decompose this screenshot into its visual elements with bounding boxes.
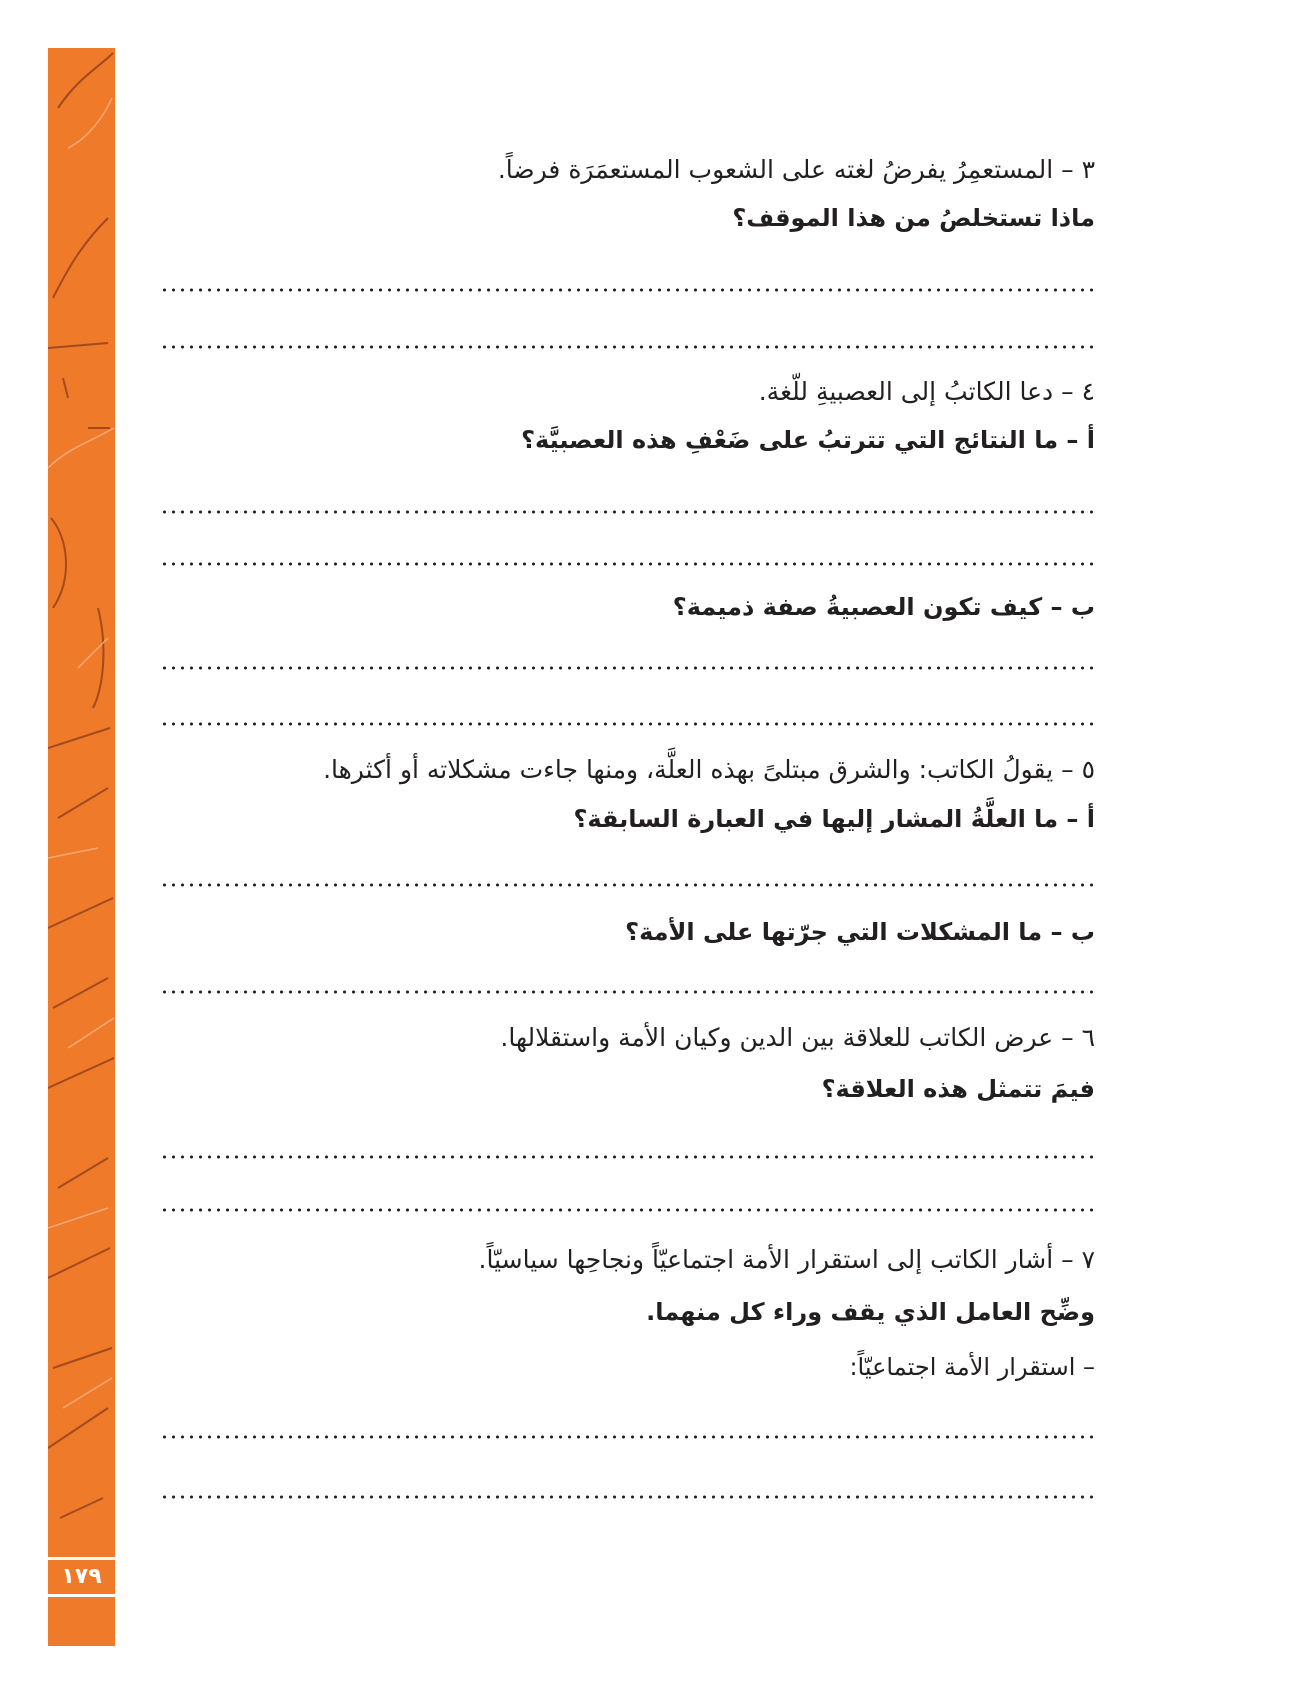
page-number-box bbox=[48, 1557, 115, 1597]
question-7-prompt: وضِّح العامل الذي يقف وراء كل منهما. bbox=[646, 1298, 1095, 1326]
answer-line[interactable] bbox=[160, 990, 1095, 994]
answer-line[interactable] bbox=[160, 666, 1095, 670]
decorative-side-strip bbox=[48, 48, 115, 1646]
question-6-statement: ٦ – عرض الكاتب للعلاقة بين الدين وكيان الأمة واستقلالها. bbox=[500, 1023, 1095, 1052]
answer-line[interactable] bbox=[160, 883, 1095, 887]
question-3-prompt: ماذا تستخلصُ من هذا الموقف؟ bbox=[732, 204, 1095, 232]
answer-line[interactable] bbox=[160, 562, 1095, 566]
answer-line[interactable] bbox=[160, 1495, 1095, 1499]
page-number: ١٧٩ bbox=[61, 1564, 102, 1589]
answer-line[interactable] bbox=[160, 510, 1095, 514]
question-6-prompt: فيمَ تتمثل هذه العلاقة؟ bbox=[821, 1075, 1095, 1103]
question-4a-prompt: أ – ما النتائج التي تترتبُ على ضَعْفِ هذه العصبيَّة؟ bbox=[521, 426, 1095, 454]
answer-line[interactable] bbox=[160, 722, 1095, 726]
question-3-statement: ٣ – المستعمِرُ يفرضُ لغته على الشعوب المستعمَرَة فرضاً. bbox=[497, 155, 1095, 184]
question-4b-prompt: ب – كيف تكون العصبيةُ صفة ذميمة؟ bbox=[672, 593, 1095, 621]
answer-line[interactable] bbox=[160, 1155, 1095, 1159]
answer-line[interactable] bbox=[160, 288, 1095, 292]
answer-line[interactable] bbox=[160, 345, 1095, 349]
question-5b-prompt: ب – ما المشكلات التي جرّتها على الأمة؟ bbox=[625, 918, 1095, 946]
question-4-statement: ٤ – دعا الكاتبُ إلى العصبيةِ للّغة. bbox=[758, 377, 1095, 406]
question-5a-prompt: أ – ما العلَّةُ المشار إليها في العبارة السابقة؟ bbox=[573, 805, 1095, 833]
question-7-statement: ٧ – أشار الكاتب إلى استقرار الأمة اجتماعيّاً ونجاحِها سياسيّاً. bbox=[478, 1245, 1095, 1274]
question-5-statement: ٥ – يقولُ الكاتب: والشرق مبتلىً بهذه العلَّة، ومنها جاءت مشكلاته أو أكثرها. bbox=[323, 755, 1095, 784]
answer-line[interactable] bbox=[160, 1435, 1095, 1439]
question-7-sub-item: – استقرار الأمة اجتماعيّاً: bbox=[849, 1353, 1095, 1381]
strip-pattern bbox=[48, 48, 115, 1646]
answer-line[interactable] bbox=[160, 1208, 1095, 1212]
